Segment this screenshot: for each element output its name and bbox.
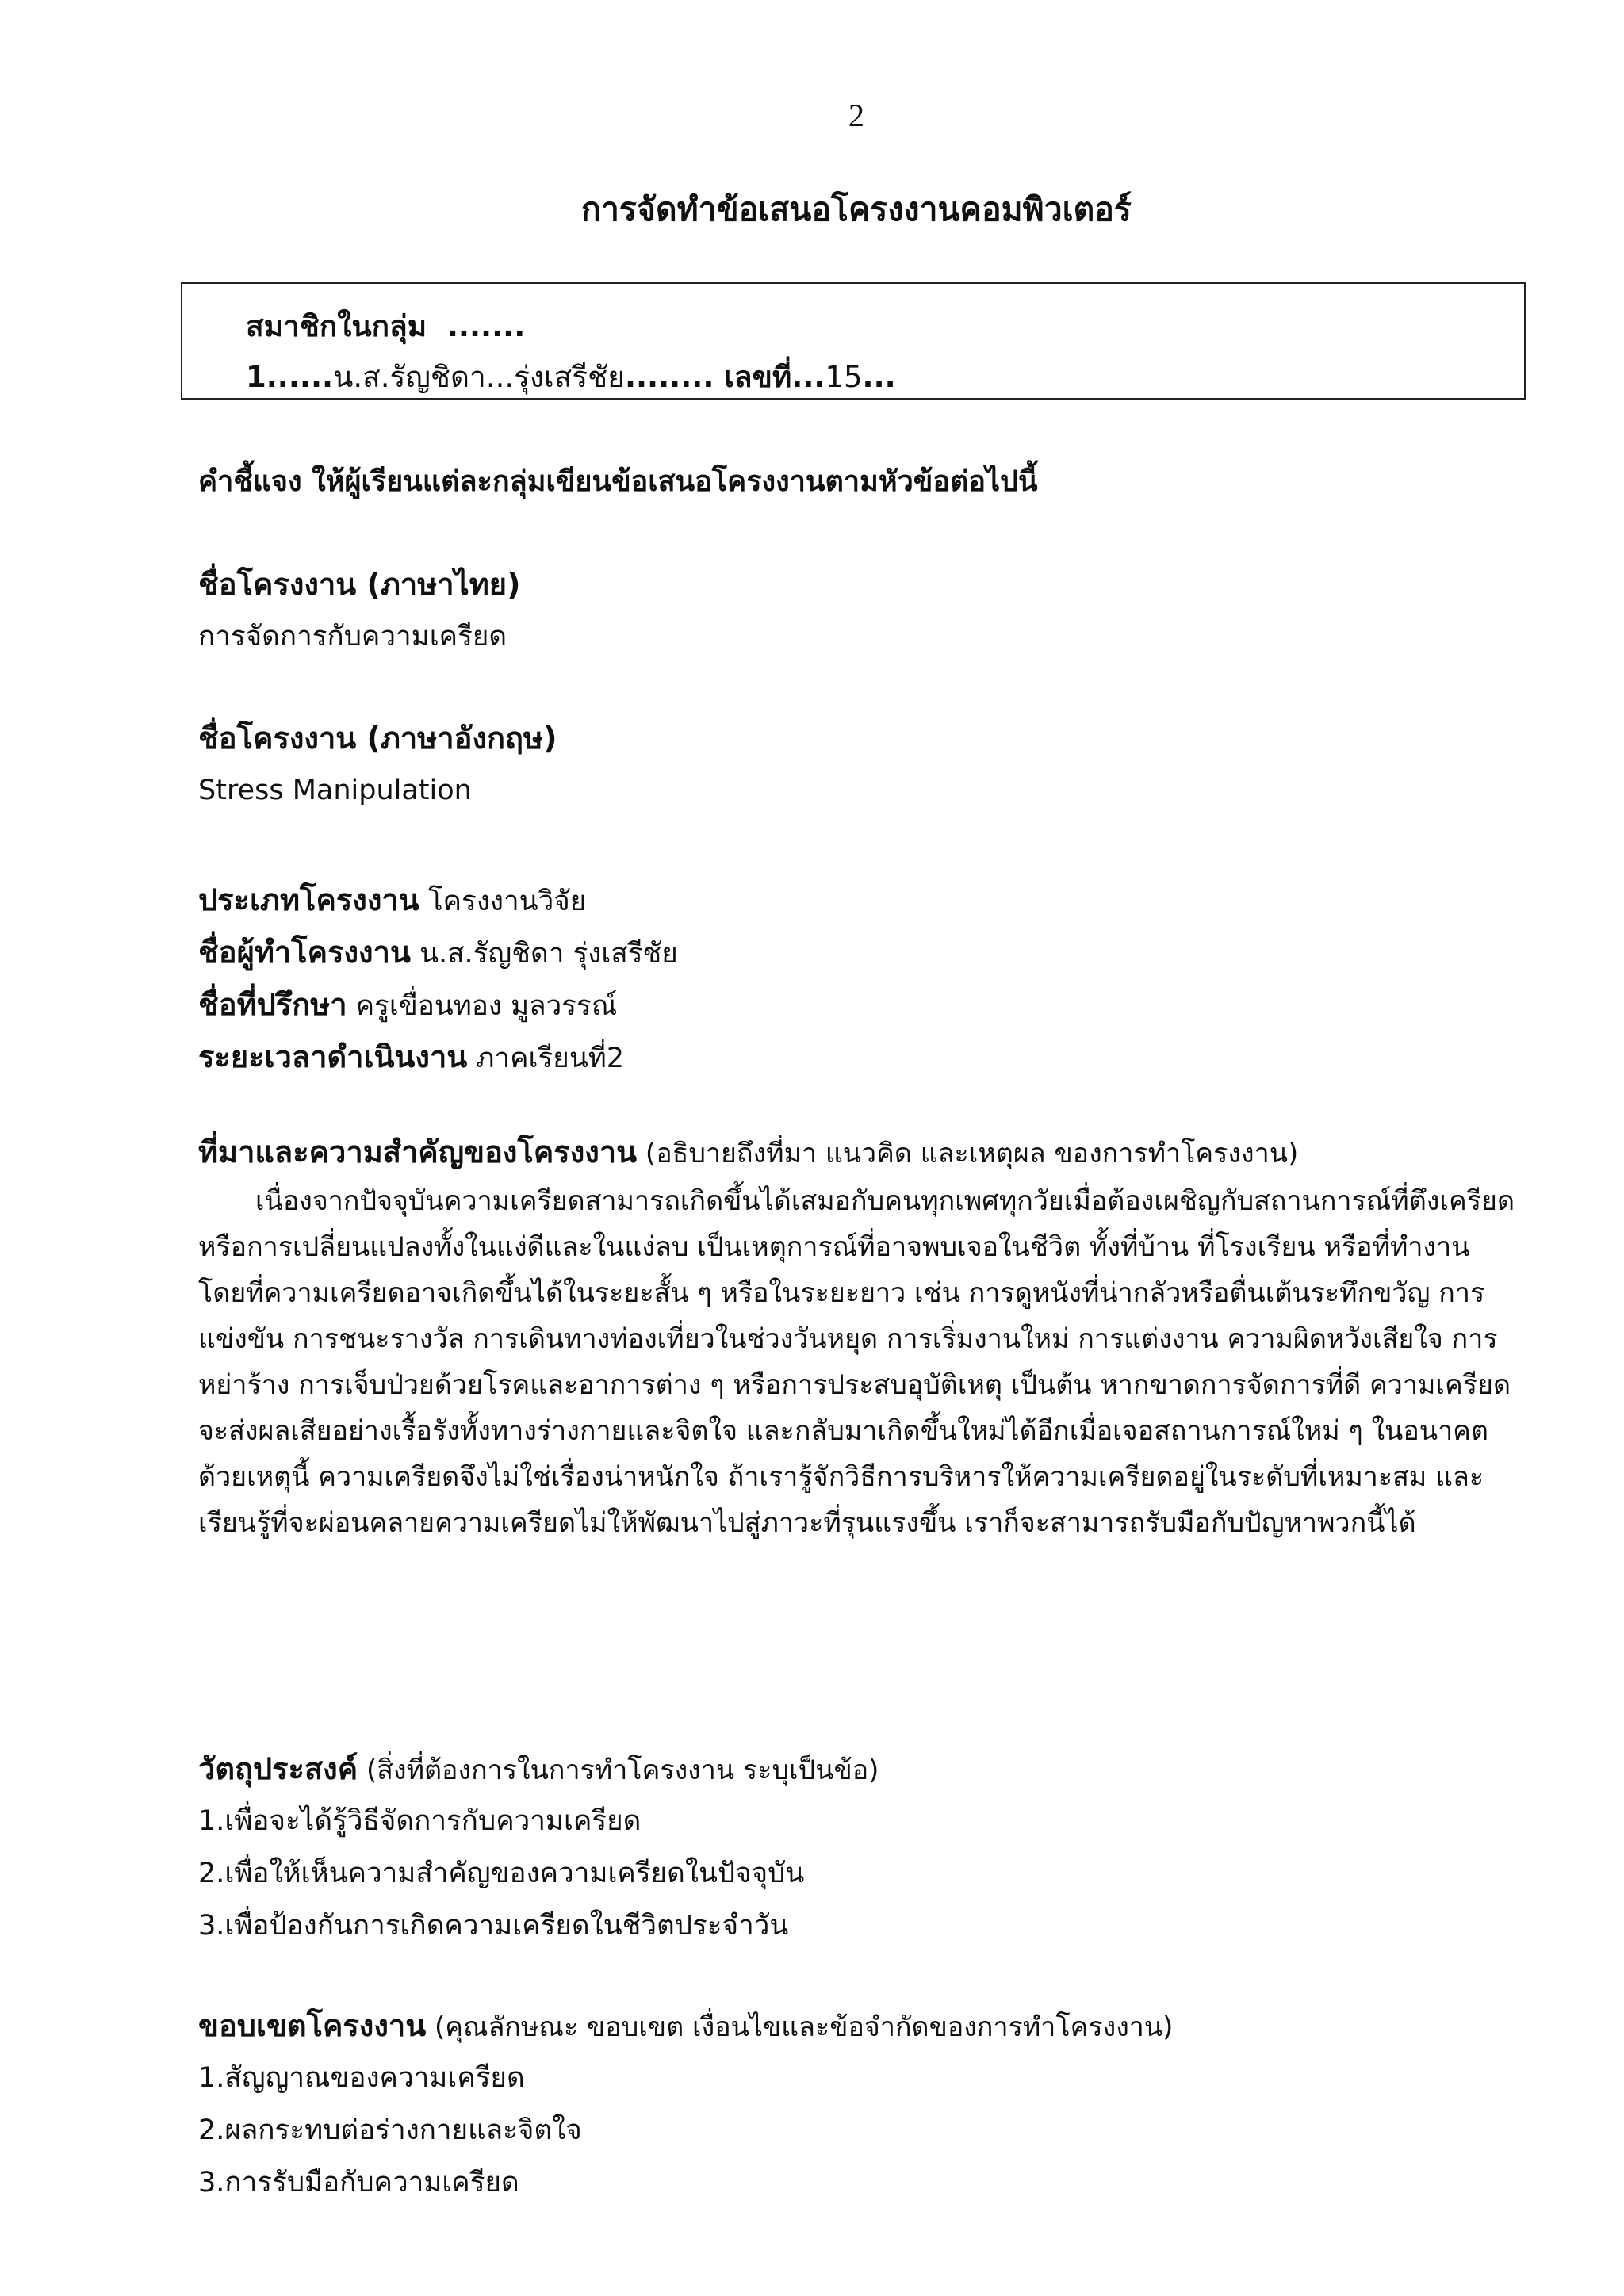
objectives-note: (สิ่งที่ต้องการในการทำโครงงาน ระบุเป็นข้อ) [358,1755,879,1786]
background-heading-row [198,1126,1298,1178]
project-advisor-value: ครูเขื่อนทอง มูลวรรณ์ [347,990,618,1022]
member-entry [246,352,1524,403]
project-name-th-section [198,558,520,663]
background-line: โดยที่ความเครียดอาจเกิดขึ้นได้ในระยะสั้น ๆ หรือในระยะยาว เช่น การดูหนังที่น่ากลัวหรือตื่นเต้นระทึกขวัญ การ [198,1277,1485,1309]
scope-note: (คุณลักษณะ ขอบเขต เงื่อนไขและข้อจำกัดของการทำโครงงาน) [426,2011,1174,2043]
scope-section [198,1999,1173,2209]
project-duration-row [198,1031,678,1083]
project-info-section [198,874,678,1083]
objectives-section [198,1743,879,1952]
objectives-heading: วัตถุประสงค์ [198,1751,358,1786]
project-name-en-value: Stress Manipulation [198,775,472,806]
members-box [181,282,1526,400]
member-number-label: เลขที่... [724,360,825,394]
background-line: เรียนรู้ที่จะผ่อนคลายความเครียดไม่ให้พัฒนาไปสู่ภาวะที่รุนแรงขึ้น เราก็จะสามารถรับมือกับปัญหาพวกนี้ได้ [198,1507,1416,1539]
members-label-dots: ....... [446,309,526,343]
background-line: จะส่งผลเสียอย่างเรื้อรังทั้งทางร่างกายและจิตใจ และกลับมาเกิดขึ้นใหม่ได้อีกเมื่อเจอสถานการณ์ใหม่ ๆ ในอนาคต [198,1415,1489,1447]
project-type-row [198,874,678,926]
background-heading-line [198,1126,1298,1178]
scope-item: 2.ผลกระทบต่อร่างกายและจิตใจ [198,2114,582,2146]
background-heading: ที่มาและความสำคัญของโครงงาน [198,1135,638,1169]
background-line: หรือการเปลี่ยนแปลงทั้งในแง่ดีและในแง่ลบ เป็นเหตุการณ์ที่อาจพบเจอในชีวิต ทั้งที่บ้าน ที่โรงเรียน หรือที่ทำงาน [198,1231,1470,1263]
background-line: เนื่องจากปัจจุบันความเครียดสามารถเกิดขึ้นได้เสมอกับคนทุกเพศทุกวัยเมื่อต้องเผชิญกับสถานการณ์ที่ตึงเครียด [255,1185,1515,1217]
background-line: แข่งขัน การชนะรางวัล การเดินทางท่องเที่ยวในช่วงวันหยุด การเริ่มงานใหม่ การแต่งงาน ความผิดหวังเสียใจ การ [198,1323,1498,1355]
project-name-th-heading: ชื่อโครงงาน (ภาษาไทย) [198,567,521,602]
objective-item: 3.เพื่อป้องกันการเกิดความเครียดในชีวิตประจำวัน [198,1910,789,1942]
project-duration-value: ภาคเรียนที่2 [467,1043,625,1074]
project-type-value: โครงงานวิจัย [419,886,587,917]
project-advisor-label: ชื่อที่ปรึกษา [198,987,347,1022]
project-name-th-value: การจัดการกับความเครียด [198,621,508,652]
instructions: คำชี้แจง ให้ผู้เรียนแต่ละกลุ่มเขียนข้อเสนอโครงงานตามหัวข้อต่อไปนี้ [198,465,1038,498]
member-name: น.ส.รัญชิดา...รุ่งเสรีชัย [333,360,625,394]
scope-item: 1.สัญญาณของความเครียด [198,2062,525,2094]
members-label: สมาชิกในกลุ่ม [246,309,427,343]
objective-item: 1.เพื่อจะได้รู้วิธีจัดการกับความเครียด [198,1805,642,1837]
scope-heading-line [198,1999,1173,2052]
project-author-label: ชื่อผู้ทำโครงงาน [198,935,411,970]
member-number-value: 15 [825,360,863,394]
background-line: หย่าร้าง การเจ็บป่วยด้วยโรคและอาการต่าง ๆ หรือการประสบอุบัติเหตุ เป็นต้น หากขาดการจัดการที่ดี ความเครียด [198,1369,1511,1401]
objectives-heading-line [198,1743,879,1795]
scope-heading: ขอบเขตโครงงาน [198,2008,427,2043]
project-author-value: น.ส.รัญชิดา รุ่งเสรีชัย [410,938,678,970]
project-type-label: ประเภทโครงงาน [198,882,419,917]
project-name-en-heading: ชื่อโครงงาน (ภาษาอังกฤษ) [198,721,557,756]
objective-item: 2.เพื่อให้เห็นความสำคัญของความเครียดในปัจจุบัน [198,1858,805,1889]
scope-item: 3.การรับมือกับความเครียด [198,2167,519,2198]
members-label-line [246,301,1524,352]
background-note: (อธิบายถึงที่มา แนวคิด และเหตุผล ของการทำโครงงาน) [637,1138,1299,1169]
project-name-en-section [198,712,557,817]
project-author-row [198,926,678,978]
background-line: ด้วยเหตุนี้ ความเครียดจึงไม่ใช่เรื่องน่าหนักใจ ถ้าเรารู้จักวิธีการบริหารให้ความเครียดอยู่ในระดับที่เหมาะสม และ [198,1461,1484,1493]
member-dots: ........ [624,360,714,394]
member-prefix: 1...... [246,360,334,394]
member-number-dots: ... [862,360,896,394]
page-number: 2 [848,98,864,133]
background-paragraph [198,1178,1522,1546]
document-title: การจัดทำข้อเสนอโครงงานคอมพิวเตอร์ [581,190,1132,228]
project-duration-label: ระยะเวลาดำเนินงาน [198,1039,468,1074]
project-advisor-row [198,978,678,1031]
